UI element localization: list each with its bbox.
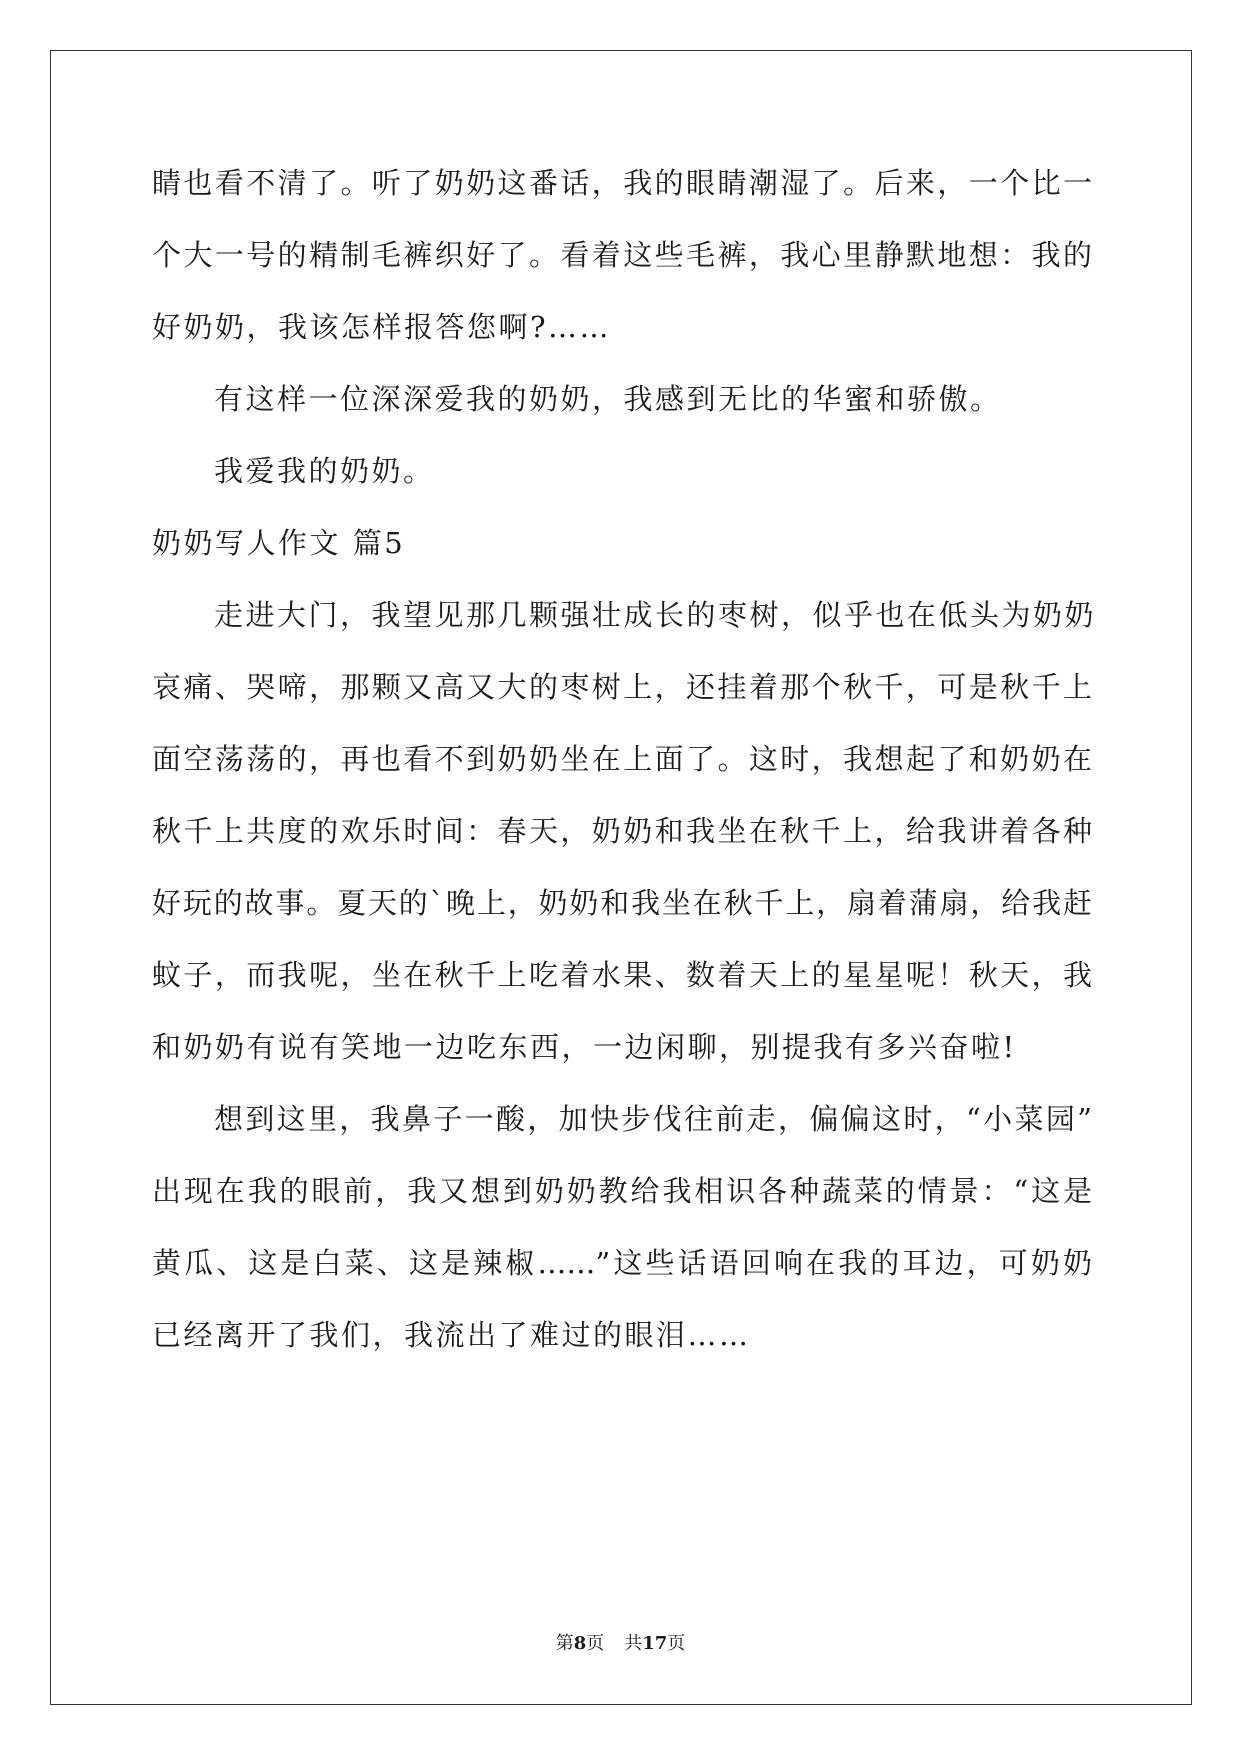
body-line-17: 已经离开了我们，我流出了难过的眼泪…… — [152, 1318, 751, 1352]
body-line-15: 出现在我的眼前，我又想到奶奶教给我相识各种蔬菜的情景：“这是 — [152, 1174, 1092, 1208]
body-line-10: 秋千上共度的欢乐时间：春天，奶奶和我坐在秋千上，给我讲着各种 — [152, 814, 1092, 848]
body-line-9: 面空荡荡的，再也看不到奶奶坐在上面了。这时，我想起了和奶奶在 — [152, 742, 1092, 776]
page-border — [50, 50, 1192, 1705]
body-line-2: 个大一号的精制毛裤织好了。看着这些毛裤，我心里静默地想：我的 — [152, 238, 1092, 272]
page-suffix: 页 — [586, 1633, 605, 1654]
page-total: 17 — [642, 1633, 668, 1654]
body-line-1: 睛也看不清了。听了奶奶这番话，我的眼睛潮湿了。后来，一个比一 — [152, 166, 1092, 200]
page-footer — [0, 1632, 1241, 1656]
body-line-11: 好玩的故事。夏天的`晚上，奶奶和我坐在秋千上，扇着蒲扇，给我赶 — [152, 886, 1092, 920]
section-heading: 奶奶写人作文 篇5 — [152, 526, 406, 560]
page-prefix: 第 — [555, 1633, 574, 1654]
body-line-3: 好奶奶，我该怎样报答您啊?…… — [152, 310, 612, 344]
total-prefix: 共 — [624, 1633, 643, 1654]
paragraph-line-7: 走进大门，我望见那几颗强壮成长的枣树，似乎也在低头为奶奶 — [214, 598, 1097, 632]
paragraph-line-4: 有这样一位深深爱我的奶奶，我感到无比的华蜜和骄傲。 — [214, 382, 1002, 416]
total-suffix: 页 — [667, 1633, 686, 1654]
page-current: 8 — [573, 1633, 587, 1654]
body-line-16: 黄瓜、这是白菜、这是辣椒……”这些话语回响在我的耳边，可奶奶 — [152, 1246, 1092, 1280]
paragraph-line-5: 我爱我的奶奶。 — [214, 454, 435, 488]
body-line-12: 蚊子，而我呢，坐在秋千上吃着水果、数着天上的星星呢！秋天，我 — [152, 958, 1092, 992]
body-line-8: 哀痛、哭啼，那颗又高又大的枣树上，还挂着那个秋千，可是秋千上 — [152, 670, 1092, 704]
body-line-13: 和奶奶有说有笑地一边吃东西，一边闲聊，别提我有多兴奋啦! — [152, 1030, 1017, 1064]
paragraph-line-14: 想到这里，我鼻子一酸，加快步伐往前走，偏偏这时，“小菜园” — [214, 1102, 1092, 1136]
